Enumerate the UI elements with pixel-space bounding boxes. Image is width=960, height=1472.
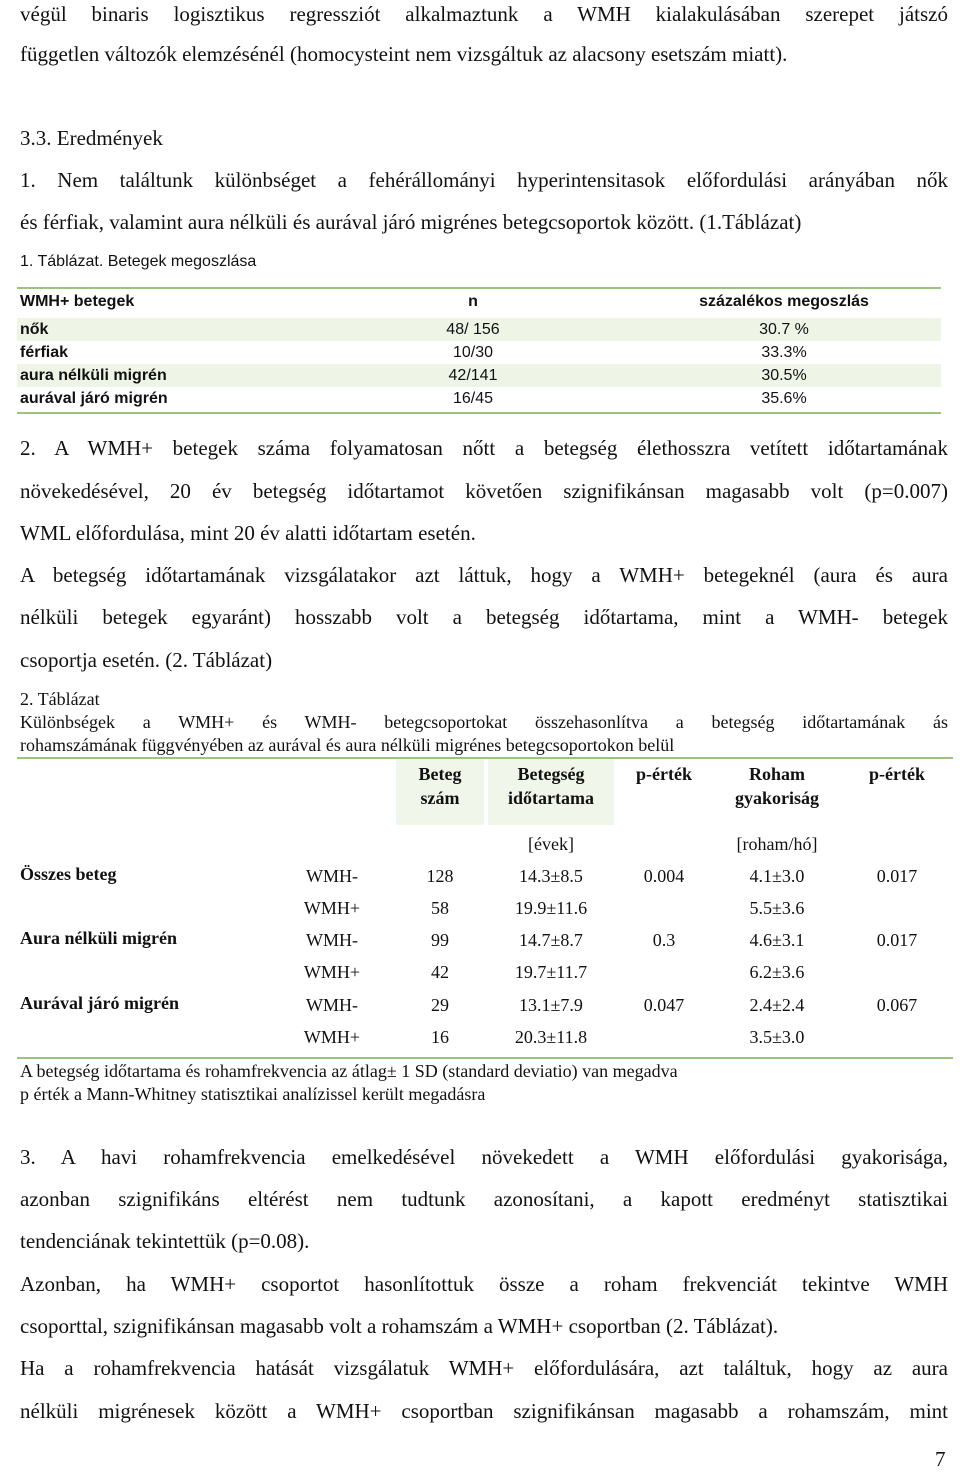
table-2-note-1: A betegség időtartama és rohamfrekvencia az átlag± 1 SD (standard deviatio) van megadva — [20, 1061, 678, 1081]
duration-value: 19.7±11.7 — [514, 962, 588, 982]
finding-2-line-3: WML előfordulása, mint 20 év alatti időtartam esetén. — [20, 521, 476, 545]
header-roham-2: gyakoriság — [734, 788, 819, 808]
table-1-row-pct: 35.6% — [761, 390, 807, 407]
table-1-bottom-rule — [17, 412, 941, 414]
table-1-row-pct: 33.3% — [761, 344, 807, 361]
group-label: Aura nélküli migrén — [20, 928, 178, 948]
p-value-rate: 0.017 — [876, 930, 918, 950]
table-1-row-n: 10/30 — [452, 344, 494, 361]
table-1-header-group: WMH+ betegek — [20, 293, 135, 310]
finding-2-line-6: csoportja esetén. (2. Táblázat) — [20, 648, 273, 672]
table-1-row-label: férfiak — [20, 344, 69, 361]
duration-value: 14.7±8.7 — [519, 930, 583, 950]
table-1-header-row — [17, 287, 941, 315]
header-roham-1: Roham — [748, 764, 805, 784]
table-2-caption-line-1: Különbségek a WMH+ és WMH- betegcsoportokat összehasonlítva a betegség időtartamának ás — [20, 712, 948, 732]
attack-rate-value: 6.2±3.6 — [749, 962, 805, 982]
header-idotartam-1: Betegség — [517, 764, 585, 784]
finding-2-line-5: nélküli betegek egyaránt) hosszabb volt a betegség időtartama, mint a WMH- betegek — [20, 605, 948, 629]
group-wmh-label: WMH- — [306, 995, 358, 1015]
table-1-caption — [20, 253, 948, 271]
finding-2-line-1: 2. A WMH+ betegek száma folyamatosan nőtt a betegség élethosszra vetített időtartamának — [20, 436, 948, 460]
finding-3-line-1: 3. A havi rohamfrekvencia emelkedésével növekedett a WMH előfordulási gyakorisága, — [20, 1145, 948, 1169]
attack-rate-value: 4.6±3.1 — [749, 930, 805, 950]
header-beteg-1: Beteg — [418, 764, 462, 784]
finding-2-line-4: A betegség időtartamának vizsgálatakor azt láttuk, hogy a WMH+ betegeknél (aura és aura — [20, 563, 948, 587]
patient-count: 58 — [431, 898, 449, 918]
finding-3-line-5: csoporttal, szignifikánsan magasabb volt a rohamszám a WMH+ csoportban (2. Táblázat). — [20, 1314, 779, 1338]
intro-line-1: végül binaris logisztikus regressziót alkalmaztunk a WMH kialakulásában szerepet játszó — [20, 2, 948, 26]
table-1-caption-label: 1. Táblázat. — [20, 253, 104, 270]
p-value-rate: 0.017 — [876, 866, 918, 886]
finding-1-line-1: 1. Nem találtunk különbséget a fehérállományi hyperintensitasok előfordulási arányában nők — [20, 168, 948, 192]
table-1 — [17, 287, 941, 414]
unit-roham: [roham/hó] — [736, 834, 818, 854]
finding-3-line-4: Azonban, ha WMH+ csoportot hasonlítottuk össze a roham frekvenciát tekintve WMH — [20, 1272, 948, 1296]
duration-value: 13.1±7.9 — [519, 995, 583, 1015]
duration-value: 19.9±11.6 — [514, 898, 588, 918]
group-label: Összes beteg — [20, 864, 117, 884]
table-2 — [17, 757, 953, 1047]
intro-line-2: független változók elemzésénél (homocysteint nem vizsgáltuk az alacsony esetszám miatt). — [20, 42, 788, 66]
finding-3-line-7: nélküli migrénesek között a WMH+ csoportban szignifikánsan magasabb a rohamszám, mint — [20, 1399, 948, 1423]
header-p-value-1: p-érték — [636, 764, 692, 784]
table-row — [17, 318, 941, 341]
header-idotartam-2: időtartama — [508, 788, 594, 808]
finding-3-line-3: tendenciának tekintettük (p=0.08). — [20, 1229, 310, 1253]
table-1-header-n: n — [468, 293, 478, 310]
table-1-row-n: 42/141 — [448, 367, 498, 384]
finding-3-line-6: Ha a rohamfrekvencia hatását vizsgálatuk WMH+ előfordulására, azt találtuk, hogy az aura — [20, 1356, 948, 1380]
group-wmh-label: WMH- — [306, 866, 358, 886]
page-number: 7 — [935, 1447, 946, 1471]
table-1-row-n: 48/ 156 — [446, 321, 500, 338]
table-2-caption-line-2: rohamszámának függvényében az aurával és aura nélküli migrénes betegcsoportokon belül — [20, 735, 675, 755]
table-2-note-2: p érték a Mann-Whitney statisztikai analízissel került megadásra — [20, 1084, 486, 1104]
section-heading: 3.3. Eredmények — [20, 126, 163, 150]
header-p-value-2: p-érték — [869, 764, 925, 784]
table-1-row-label: aura nélküli migrén — [20, 367, 167, 384]
unit-years: [évek] — [528, 834, 574, 854]
group-wmh-label: WMH+ — [303, 898, 361, 918]
table-row — [17, 341, 941, 364]
attack-rate-value: 5.5±3.6 — [749, 898, 805, 918]
table-1-row-pct: 30.7 % — [759, 321, 809, 338]
table-1-header-pct: százalékos megoszlás — [699, 293, 869, 310]
table-row — [17, 364, 941, 387]
table-1-row-pct: 30.5% — [761, 367, 807, 384]
table-2-top-rule — [17, 757, 953, 759]
table-2-bottom-rule — [17, 1057, 953, 1059]
group-wmh-label: WMH+ — [303, 1027, 361, 1047]
table-1-row-label: nők — [20, 321, 49, 338]
finding-3-line-2: azonban szignifikáns eltérést nem tudtunk azonosítani, a kapott eredményt statisztikai — [20, 1187, 948, 1211]
table-1-row-label: aurával járó migrén — [20, 390, 168, 407]
patient-count: 42 — [431, 962, 449, 982]
p-value-duration: 0.004 — [643, 866, 685, 886]
p-value-duration: 0.3 — [652, 930, 676, 950]
patient-count: 128 — [426, 866, 454, 886]
table-1-caption-text: Betegek megoszlása — [103, 253, 257, 270]
finding-1-line-2: és férfiak, valamint aura nélküli és aurával járó migrénes betegcsoportok között. (1.Táblázat) — [20, 210, 802, 234]
attack-rate-value: 2.4±2.4 — [749, 995, 805, 1015]
duration-value: 20.3±11.8 — [514, 1027, 588, 1047]
finding-2-line-2: növekedésével, 20 év betegség időtartamot követően szignifikánsan magasabb volt (p=0.007) — [20, 479, 948, 503]
group-wmh-label: WMH+ — [303, 962, 361, 982]
patient-count: 16 — [431, 1027, 449, 1047]
group-wmh-label: WMH- — [306, 930, 358, 950]
attack-rate-value: 4.1±3.0 — [749, 866, 805, 886]
p-value-duration: 0.047 — [643, 995, 685, 1015]
duration-value: 14.3±8.5 — [519, 866, 583, 886]
group-label: Aurával járó migrén — [20, 993, 179, 1013]
table-2-caption-label: 2. Táblázat — [20, 689, 100, 709]
p-value-rate: 0.067 — [876, 995, 918, 1015]
patient-count: 29 — [431, 995, 449, 1015]
header-beteg-2: szám — [420, 788, 460, 808]
table-row — [17, 387, 941, 410]
attack-rate-value: 3.5±3.0 — [749, 1027, 805, 1047]
table-1-row-n: 16/45 — [452, 390, 494, 407]
patient-count: 99 — [431, 930, 449, 950]
